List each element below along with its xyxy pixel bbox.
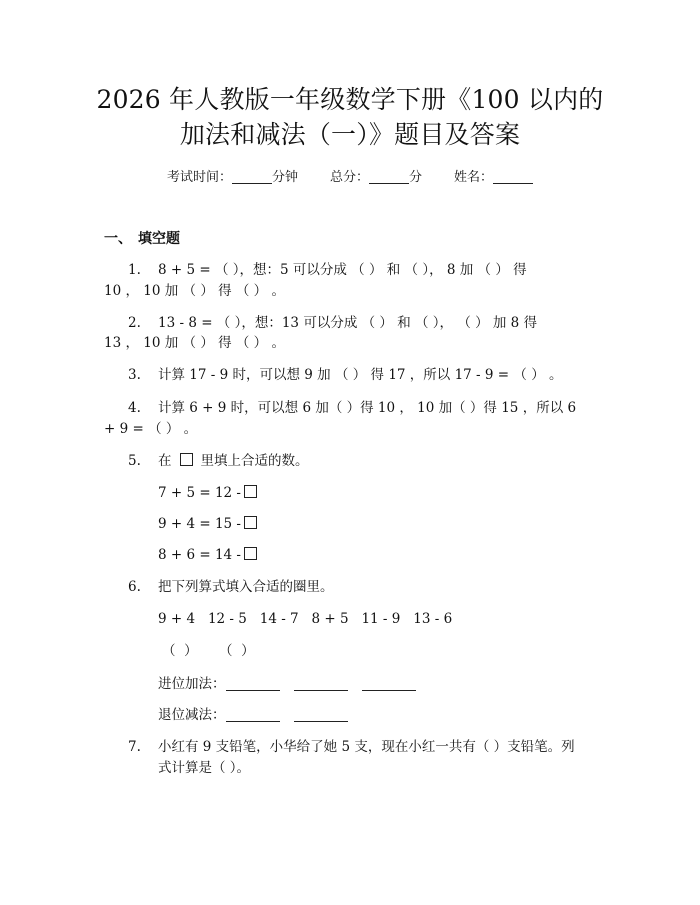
answer-box-icon [244, 547, 257, 560]
question-2-line1 [128, 313, 537, 333]
carry-label: 进位加法： [158, 676, 226, 692]
question-5-item-1-text: 7 + 5 = 12 - [158, 485, 241, 501]
question-1-line1 [128, 260, 527, 280]
borrow-blank-1 [226, 707, 280, 722]
name-label: 姓名： [454, 170, 494, 185]
question-5-item-2-text: 9 + 4 = 15 - [158, 516, 241, 532]
score-label: 总分： [329, 170, 369, 185]
question-6-text: 把下列算式填入合适的圈里。 [158, 579, 334, 595]
section-title: 填空题 [138, 231, 180, 247]
question-6-number: 6. [128, 579, 141, 595]
question-5-text-b: 里填上合适的数。 [200, 453, 309, 469]
question-6-line1 [128, 577, 334, 597]
question-3-text: 计算 17 - 9 时，可以想 9 加 （ ） 得 17 ，所以 17 - 9 = （ ） 。 [158, 367, 563, 383]
question-2-number: 2. [128, 315, 141, 331]
exam-meta [0, 168, 700, 188]
blank-box-icon [180, 453, 193, 466]
question-7-number: 7. [128, 739, 141, 755]
question-5-item-2 [158, 514, 257, 534]
score-blank [369, 169, 409, 184]
question-6-borrow-row [158, 705, 348, 725]
question-5-text-a: 在 [158, 453, 172, 469]
question-4-text: 计算 6 + 9 时，可以想 6 加（ ）得 10 ， 10 加（ ）得 15 ，所以 6 [158, 400, 577, 416]
question-5-number: 5. [128, 453, 141, 469]
question-2-line2: 13 ， 10 加 （ ） 得 （ ） 。 [104, 335, 285, 351]
question-6-expressions: 9 + 4 12 - 5 14 - 7 8 + 5 11 - 9 13 - 6 [158, 611, 453, 627]
question-2-text: 13 - 8 = （ ），想：13 可以分成 （ ） 和 （ ）， （ ） 加 8 得 [158, 315, 538, 331]
question-1-number: 1. [128, 262, 141, 278]
question-7-line1 [128, 737, 575, 757]
score-unit: 分 [409, 170, 423, 185]
question-1-line2: 10 ， 10 加 （ ） 得 （ ） 。 [104, 283, 285, 299]
question-6-circles: （ ） （ ） [162, 643, 255, 659]
question-7-text: 小红有 9 支铅笔，小华给了她 5 支，现在小红一共有（ ）支铅笔。列 [158, 739, 575, 755]
document-title-line2: 加法和减法（一）》题目及答案 [179, 120, 521, 149]
question-1-text: 8 + 5 = （ ），想：5 可以分成 （ ） 和 （ ）， 8 加 （ ） 得 [158, 262, 527, 278]
question-4-line1 [128, 398, 576, 418]
name-blank [493, 169, 533, 184]
borrow-label: 退位减法： [158, 707, 226, 723]
answer-box-icon [244, 516, 257, 529]
question-5-line1 [128, 451, 309, 471]
question-3-line1 [128, 365, 562, 385]
document-title-line1: 2026 年人教版一年级数学下册《100 以内的 [96, 85, 604, 114]
question-4-line2: + 9 = （ ） 。 [104, 421, 198, 437]
borrow-blank-2 [294, 707, 348, 722]
question-6-carry-row [158, 674, 416, 694]
time-blank [232, 169, 272, 184]
question-4-number: 4. [128, 400, 141, 416]
section-number: 一、 [104, 231, 132, 247]
question-5-item-3 [158, 545, 257, 565]
question-5-item-3-text: 8 + 6 = 14 - [158, 547, 241, 563]
time-label: 考试时间： [166, 170, 232, 185]
carry-blank-3 [362, 676, 416, 691]
section-heading [104, 229, 180, 249]
question-7-line2: 式计算是（ ）。 [158, 760, 251, 776]
carry-blank-2 [294, 676, 348, 691]
question-3-number: 3. [128, 367, 141, 383]
carry-blank-1 [226, 676, 280, 691]
time-unit: 分钟 [271, 170, 298, 185]
answer-box-icon [244, 485, 257, 498]
question-5-item-1 [158, 483, 257, 503]
